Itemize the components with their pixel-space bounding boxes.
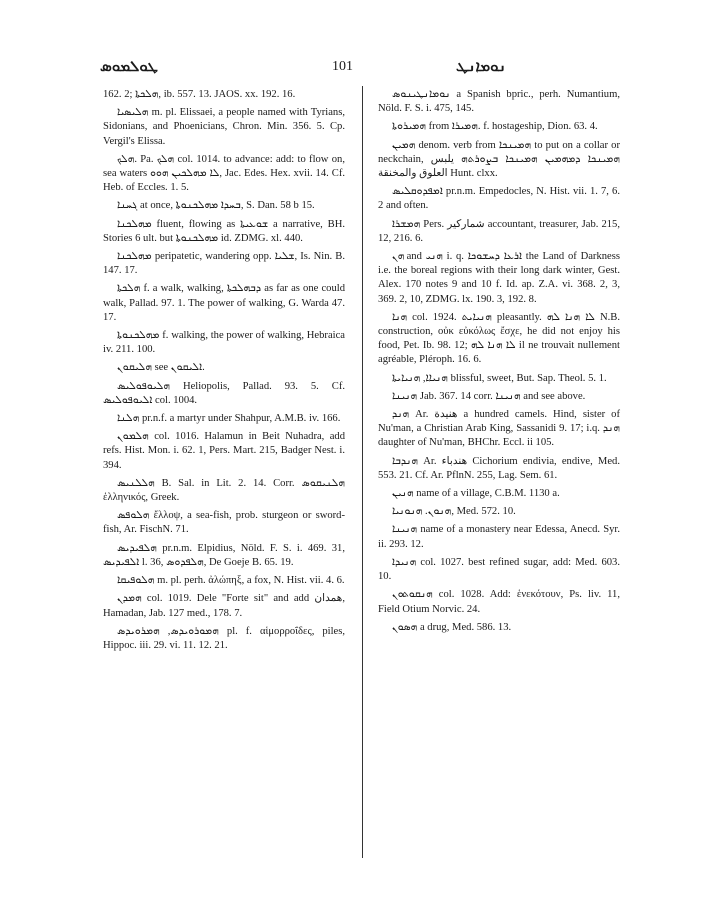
header-left-word: ܛܘܠܡܘܣ — [100, 59, 158, 75]
dictionary-entry: ܗܠܟ. Pa. ܗܠܟ col. 1014. to advance: add: to flow on, sea waters ܠܐ ܡܗܠܟܝܢ ܗܘܘ, Jac. Edes. Hex. xvii. 14. Cf. Heb. of Eccles. 1. 5. — [103, 153, 345, 194]
dictionary-entry: ܗܢܝܢ name of a village, C.B.M. 1130 a. — [392, 488, 560, 500]
running-header — [100, 58, 620, 80]
dictionary-entry: ܗܠܠܢܝܣ B. Sal. in Lit. 2. 14. Corr. ܗܠܢܝܩܘܣ ἑλληνικός, Greek. — [103, 477, 345, 504]
header-right-word: ܢܘܡܐܢܛ — [456, 59, 506, 75]
dictionary-entry: ܗܠܢܐ pr.n.f. a martyr under Shahpur, A.M.B. iv. 166. — [117, 413, 341, 425]
dictionary-entry: ܓܚܢܐ at once, ܒܚܕܐ ܡܗܠܟܢܘܬܐ, S. Dan. 58 b 15. — [117, 200, 315, 212]
dictionary-entry: ܗܠܘܦܝܩܐ m. pl. perh. ἀλώπηξ, a fox, N. Hist. vii. 4. 6. — [117, 575, 345, 587]
page-number: 101 — [332, 59, 353, 74]
dictionary-entry: ܗܣܘܢ a drug, Med. 586. 13. — [392, 621, 512, 633]
dictionary-entry: ܗܢܩܘܬܘܢ col. 1028. Add: ἑνεκότουν, Ps. liv. 11, Field Otium Norvic. 24. — [378, 589, 620, 615]
right-column — [378, 88, 620, 639]
dictionary-entry: ܡܗܠܟܢܘܬܐ f. walking, the power of walking, Hebraica iv. 211. 100. — [103, 330, 345, 356]
dictionary-entry: ܗܡܝܢ denom. verb from ܗܡܝܢܟܐ to put on a collar or neckchain, ܗܡܝܢܟܐ ܕܡܗܡܝܢ ܗܡܝܢܟܐ ܒܨܘܪܬܗ يلبس العلوق والمخنقة Hunt. clxx. — [378, 139, 621, 180]
column-divider — [362, 86, 363, 858]
dictionary-entry: ܡܗܠܟܢܐ fluent, flowing as ܫܘܥܝܬܐ a narrative, BH. Stories 6 ult. but ܡܗܠܟܢܘܬܐ id. ZDMG. xl. 440. — [103, 218, 345, 244]
dictionary-entry: ܗܠܡܘܢ col. 1016. Halamun in Beit Nuhadra, add refs. Hist. Mon. i. 62. 1, Pers. Mart. 215, Badger Nest. i. 394. — [103, 431, 345, 471]
dictionary-entry: ܐܡܦܕܘܩܠܝܣ pr.n.m. Empedocles, N. Hist. vii. 1. 7, 6. 2 and often. — [378, 186, 620, 212]
dictionary-entry: ܢܘܡܐܢܛܝܢܘܣ a Spanish bpric., perh. Numantium, Nöld. F. S. i. 475, 145. — [378, 89, 620, 115]
left-column — [103, 88, 345, 657]
dictionary-entry: ܗܢ and ܗܢܝ i. q. ܐܪܥܐ ܕܚܫܘܟܐ the Land of Darkness i.e. the boreal regions with their long dark winter, Gest. Alex. 170 notes 9 and 10 f. Id. ap. Z.A. vi. 368. 2, 3, 369. 2, 10, ZDMG. lx. 190. 3, 192. 8. — [378, 251, 620, 305]
dictionary-entry: ܗܠܘܦܣ ἔλλοψ, a sea-fish, prob. sturgeon or sword-fish, Ar. FischN. 71. — [103, 510, 345, 536]
dictionary-entry: ܗܢܕܒܐ Ar. هندباء Cichorium endivia, endive, Med. 553. 21. Cf. Ar. PflnN. 255, Lag. Sem. 61. — [378, 455, 620, 481]
dictionary-entry: ܡܗܠܟܢܐ peripatetic, wandering opp. ܫܠܝܐ, Is. Nin. B. 147. 17. — [103, 251, 345, 277]
dictionary-entry: ܗܠܝܣܝܐ m. pl. Elissaei, a people named with Tyrians, Sidonians, and Phoenicians, Chron. Min. 356. 5. Cp. Vergil's Elissa. — [103, 107, 345, 147]
dictionary-entry: ܗܠܦܝܕܝܣ pr.n.m. Elpidius, Nöld. F. S. i. 469. 31, ܐܠܦܝܕܝܣ l. 36, ܗܠܦܕܘܣ, De Goeje B. 65. 19. — [103, 542, 345, 568]
dictionary-entry: ܗܡܘܪܘܝܕܣ, ܗܡܪܘܝܕܣ pl. f. αἱμορροΐδες, piles, Hippoc. iii. 29. vi. 11. 12. 21. — [103, 625, 345, 651]
dictionary-entry: ܗܢܝܐܐ, ܗܢܝܐܝܬܐ blissful, sweet, But. Sap. Theol. 5. 1. — [392, 372, 607, 384]
dictionary-entry: ܗܠܟܬܐ f. a walk, walking, ܕܒܗܠܟܬܐ as far as one could walk, Pallad. 97. 1. The power of walking, G. Warda 47. 17. — [103, 283, 345, 323]
dictionary-entry: ܗܢܝܕܐ col. 1027. best refined sugar, add: Med. 603. 10. — [378, 556, 620, 583]
dictionary-entry: 162. 2; ܗܠܟܬܐ, ib. 557. 13. JAOS. xx. 192. 16. — [103, 89, 296, 100]
dictionary-entry: ܗܡܫܪܐ Pers. شماركير accountant, treasurer, Jab. 215, 12, 216. 6. — [378, 218, 620, 244]
dictionary-entry: ܗܢܝܢܐ Jab. 367. 14 corr. ܗܢܝܢܐ and see above. — [392, 390, 586, 402]
dictionary-entry: ܗܡܝܪܘܬܐ from ܗܡܝܪܐ. f. hostageship, Dion. 63. 4. — [392, 121, 598, 133]
dictionary-entry: ܗܡܕܢ col. 1019. Dele "Forte sit" and add ﻫﻤﺪﺍﻥ, Hamadan, Jab. 127 med., 178. 7. — [103, 593, 345, 619]
dictionary-entry: ܗܢܐ col. 1924. ܗܢܝܐܝܬ pleasantly. ܠܐ ܗܢܐ ܠܗ N.B. construction, οὐκ εὐκόλως ἔσχε, he did not enjoy his food, Pet. Ib. 98. 12; ܠܐ ܗܢܐ ܠܗ il ne trouvait nullement agréable, Pléroph. 16. 6. — [378, 311, 621, 366]
dictionary-entry: ܗܢܕ Ar. هنيدة a hundred camels. Hind, sister of Nu'man, a Christian Arab King, Sassanidi 9. 17; i.q. ܗܢܕ daughter of Nu'man, BHChr. Eccl. ii 105. — [378, 409, 620, 449]
dictionary-entry: ܗܢܝܢܐ name of a monastery near Edessa, Anecd. Syr. ii. 293. 12. — [378, 524, 620, 550]
dictionary-entry: ܗܢܘܢ. ܗܢܘܢܝܐ, Med. 572. 10. — [392, 506, 516, 518]
dictionary-entry: ܗܠܝܩܘܢ see ܐܠܝܩܘܢ. — [117, 362, 205, 374]
dictionary-entry: ܗܠܝܘܦܘܠܝܣ Heliopolis, Pallad. 93. 5. Cf. ܐܠܝܘܦܘܠܝܣ col. 1004. — [103, 380, 345, 406]
